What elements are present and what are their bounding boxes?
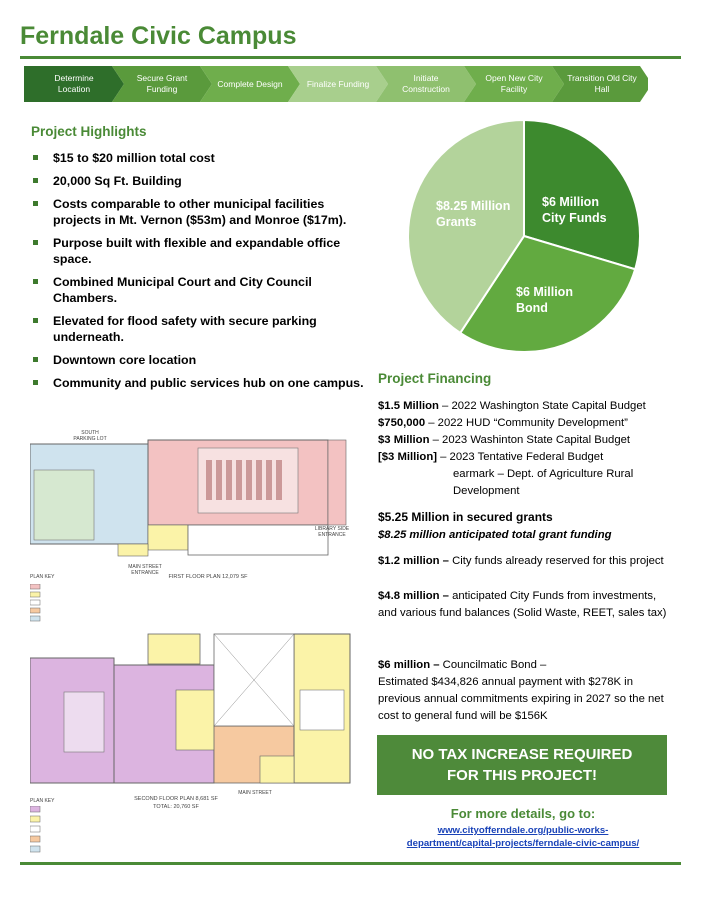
process-step-label: Determine Location: [54, 73, 94, 94]
pie-slice-label-2: $6 Million Bond: [516, 285, 573, 315]
second-floor-total: TOTAL: 20,760 SF: [153, 804, 199, 810]
highlights-list: [31, 150, 371, 398]
first-floor-main-entrance: MAIN STREET ENTRANCE: [128, 564, 162, 576]
bond-detail: Estimated $434,826 annual payment with $278K in previous annual commitments expiring in 2027 so the net cost to general fund will be $156K: [378, 676, 664, 722]
process-step-label: Complete Design: [217, 78, 283, 89]
first-floor-side-entrance: LIBRARY SIDE ENTRANCE: [314, 526, 350, 538]
second-floor-plan-key: [30, 806, 110, 856]
second-floor-caption: SECOND FLOOR PLAN 8,681 SF: [134, 796, 218, 802]
second-floor-key-title: PLAN KEY: [30, 798, 55, 804]
process-step-label: Initiate Construction: [402, 73, 450, 94]
top-divider: [20, 56, 681, 59]
financing-source: $3 Million – 2023 Washinton State Capital Budget: [378, 434, 631, 446]
financing-source: [$3 Million] – 2023 Tentative Federal Budget earmark – Dept. of Agriculture Rural Development: [378, 451, 634, 497]
process-step-1: [24, 66, 116, 102]
second-floor-plan: [30, 630, 352, 850]
bond-line: $6 million – Councilmatic Bond –: [378, 659, 547, 671]
process-step-5: [376, 66, 468, 102]
first-floor-plan-drawing: [30, 430, 350, 580]
pie-slice-label-3: $8.25 Million Grants: [436, 199, 511, 229]
city-funds-reserved: $1.2 million – City funds already reserved for this project: [378, 555, 664, 567]
process-step-2: [112, 66, 204, 102]
first-floor-caption: FIRST FLOOR PLAN 12,079 SF: [168, 574, 248, 580]
process-step-3: [200, 66, 292, 102]
secured-grants: $5.25 Million in secured grants: [378, 510, 553, 524]
list-item: $15 to $20 million total cost: [31, 150, 371, 166]
process-steps: [24, 66, 648, 102]
list-item: Downtown core location: [31, 352, 371, 368]
details-link[interactable]: www.cityofferndale.org/public-works- department/capital-projects/ferndale-civic-campus/: [406, 825, 640, 849]
second-floor-plan-drawing: [30, 630, 352, 790]
city-funds-anticipated: $4.8 million – anticipated City Funds from investments, and various fund balances (Solid Waste, REET, sales tax): [378, 590, 667, 619]
list-item: Costs comparable to other municipal facilities projects in Mt. Vernon ($53m) and Monroe ($17m).: [31, 196, 371, 228]
financing-source: $1.5 Million – 2022 Washington State Capital Budget: [378, 400, 646, 412]
highlights-title: Project Highlights: [31, 124, 147, 139]
anticipated-grants: $8.25 million anticipated total grant funding: [378, 529, 612, 541]
process-step-label: Open New City Facility: [485, 73, 543, 94]
no-tax-increase-banner: NO TAX INCREASE REQUIRED FOR THIS PROJECT!: [377, 735, 667, 795]
list-item: Combined Municipal Court and City Council Chambers.: [31, 274, 371, 306]
process-step-label: Transition Old City Hall: [567, 73, 637, 94]
process-step-7: [552, 66, 644, 102]
process-step-4: [288, 66, 380, 102]
financing-source: $750,000 – 2022 HUD “Community Development”: [378, 417, 628, 429]
process-step-6: [464, 66, 556, 102]
details-title: For more details, go to:: [450, 806, 596, 821]
second-floor-street: MAIN STREET: [238, 790, 272, 796]
financing-pie-chart: [404, 118, 644, 358]
first-floor-key-title: PLAN KEY: [30, 574, 55, 580]
first-floor-top-label: SOUTH PARKING LOT: [73, 430, 107, 442]
first-floor-plan-key: [30, 584, 110, 624]
financing-sources: [378, 398, 678, 500]
process-step-label: Finalize Funding: [306, 78, 370, 89]
financing-title: Project Financing: [378, 371, 492, 386]
list-item: Purpose built with flexible and expandable office space.: [31, 235, 371, 267]
list-item: Elevated for flood safety with secure parking underneath.: [31, 313, 371, 345]
list-item: Community and public services hub on one campus.: [31, 375, 371, 391]
process-step-label: Secure Grant Funding: [136, 73, 188, 94]
pie-slice-label-1: $6 Million City Funds: [542, 195, 607, 225]
bottom-divider: [20, 862, 681, 865]
list-item: 20,000 Sq Ft. Building: [31, 173, 371, 189]
first-floor-plan: [30, 430, 350, 580]
page-title: Ferndale Civic Campus: [20, 22, 297, 50]
